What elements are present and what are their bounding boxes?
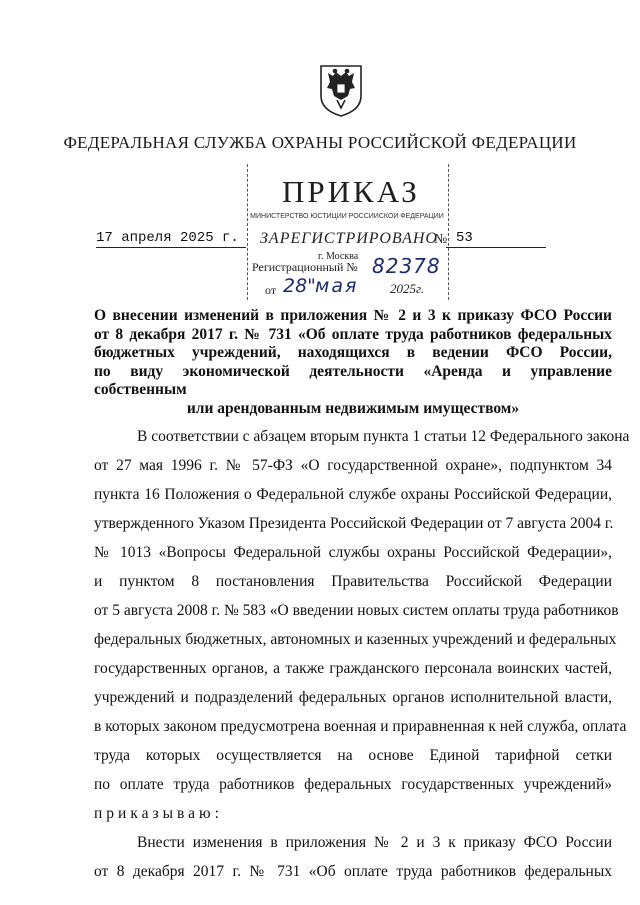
body-line: и пунктом 8 постановления Правительства Российской Федерации (94, 573, 612, 590)
order-date: 17 апреля 2025 г. (96, 230, 239, 246)
order-word: приказываю: (94, 805, 223, 822)
body-line: утвержденного Указом Президента Российской Федерации от 7 августа 2004 г. (94, 515, 614, 532)
stamp-registration-number: 82378 (372, 254, 441, 278)
double-headed-eagle-emblem-icon (318, 62, 364, 118)
body-line: в которых законом предусмотрена военная и приравненная к ней служба, оплата (94, 718, 627, 735)
body-line: В соответствии с абзацем вторым пункта 1 статьи 12 Федерального закона (137, 428, 630, 445)
order-number-underline (446, 247, 546, 248)
body-line: № 1013 «Вопросы Федеральной службы охраны Российской Федерации», (94, 544, 612, 561)
stamp-registration-label: Регистрационный № (252, 260, 358, 274)
heading-line: по виду экономической деятельности «Аренда и управление собственным (94, 362, 612, 398)
body-line: от 5 августа 2008 г. № 583 «О введении новых систем оплаты труда работников (94, 602, 619, 619)
order-title: ПРИКАЗ (282, 174, 420, 209)
body-line: по оплате труда работников федеральных государственных учреждений» (94, 776, 612, 793)
stamp-date-day: 28" (283, 275, 316, 297)
order-heading (94, 307, 612, 418)
body-line: от 27 мая 1996 г. № 57-ФЗ «О государственной охране», подпунктом 34 (94, 457, 612, 474)
heading-line: О внесении изменений в приложения № 2 и 3 к приказу ФСО России (94, 307, 612, 324)
body-line: Внести изменения в приложения № 2 и 3 к приказу ФСО России (137, 834, 612, 851)
body-line: от 8 декабря 2017 г. № 731 «Об оплате труда работников федеральных (94, 863, 612, 880)
stamp-ministry-text: МИНИСТЕРСТВО ЮСТИЦИИ РОССИЙСКОЙ ФЕДЕРАЦИИ (250, 213, 444, 220)
agency-name: ФЕДЕРАЛЬНАЯ СЛУЖБА ОХРАНЫ РОССИЙСКОЙ ФЕДЕРАЦИИ (63, 133, 577, 152)
body-line: государственных органов, а также гражданского персонала воинских частей, (94, 660, 612, 677)
stamp-date-month: мая (315, 275, 359, 297)
order-number-sign: № (434, 232, 448, 247)
stamp-date-year: 2025г. (390, 281, 425, 296)
stamp-city: г. Москва (318, 251, 359, 262)
body-line: труда которых осуществляется на основе Единой тарифной сетки (94, 747, 612, 764)
stamp-date-prefix: от (265, 283, 277, 297)
heading-line: бюджетных учреждений, находящихся в ведении ФСО России, (94, 344, 612, 361)
order-body (94, 422, 630, 886)
order-date-underline (96, 247, 246, 248)
order-number: 53 (456, 230, 473, 246)
heading-line: от 8 декабря 2017 г. № 731 «Об оплате труда работников федеральных (94, 325, 612, 343)
body-line: учреждений и подразделений федеральных органов исполнительной власти, (94, 689, 612, 706)
body-line: федеральных бюджетных, автономных и казенных учреждений и федеральных (94, 631, 617, 648)
body-line: пункта 16 Положения о Федеральной службе охраны Российской Федерации, (94, 486, 612, 503)
heading-line: или арендованным недвижимым имуществом» (186, 399, 520, 417)
stamp-registered-text: ЗАРЕГИСТРИРОВАНО (260, 230, 438, 247)
